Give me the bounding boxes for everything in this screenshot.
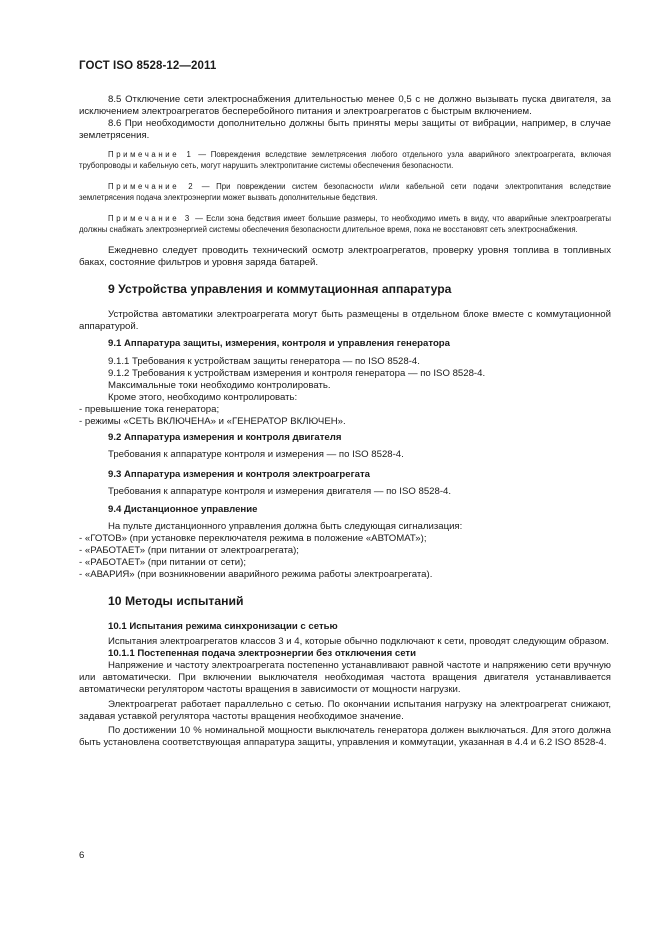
page-number: 6	[79, 850, 85, 861]
paragraph-max-currents: Максимальные токи необходимо контролировать.	[108, 380, 331, 392]
paragraph-9-3: Требования к аппаратуре контроля и измерения двигателя — по ISO 8528-4.	[108, 486, 452, 498]
paragraph-9-1-2: 9.1.2 Требования к устройствам измерения и контроля генератора — по ISO 8528-4.	[108, 368, 486, 380]
list-item: - режимы «СЕТЬ ВКЛЮЧЕНА» и «ГЕНЕРАТОР ВКЛЮЧЕН».	[79, 416, 346, 428]
paragraph-9-1-1: 9.1.1 Требования к устройствам защиты генератора — по ISO 8528-4.	[108, 356, 420, 368]
list-item: - превышение тока генератора;	[79, 404, 220, 416]
section-9-intro: Устройства автоматики электроагрегата могут быть размещены в отдельном блоке вместе с коммутационной аппаратурой.	[79, 309, 611, 333]
note-2-label: Примечание 2	[108, 181, 196, 191]
note-3	[79, 214, 611, 236]
heading-9-1: 9.1 Аппаратура защиты, измерения, контроля и управления генератора	[108, 338, 451, 350]
heading-9-3: 9.3 Аппаратура измерения и контроля электроагрегата	[108, 469, 370, 481]
section-10-heading: 10 Методы испытаний	[108, 594, 244, 609]
list-item: - «РАБОТАЕТ» (при питании от электроагрегата);	[79, 545, 299, 557]
paragraph-daily-inspection: Ежедневно следует проводить технический осмотр электроагрегатов, проверку уровня топлива в топливных баках, состояние фильтров и уровня заряда батарей.	[79, 245, 611, 269]
heading-10-1: 10.1 Испытания режима синхронизации с сетью	[108, 621, 338, 633]
note-3-text: — Если зона бедствия имеет большие размеры, то необходимо иметь в виду, что аварийные электроагрегаты должны снабжать электроэнергией системы обеспечения безопасности длительное время, пока не восстановят сеть электроснабжения.	[79, 213, 611, 234]
paragraph-10-1-1-c: По достижении 10 % номинальной мощности выключатель генератора должен выключаться. Для этого должна быть установлена соответствующая аппаратура защиты, управления и коммутации, указанная в 4.4 и 6.2 ISO 8528-4.	[79, 725, 611, 749]
heading-10-1-1: 10.1.1 Постепенная подача электроэнергии без отключения сети	[108, 648, 417, 660]
list-item: - «ГОТОВ» (при установке переключателя режима в положение «АВТОМАТ»);	[79, 533, 427, 545]
note-1-label: Примечание 1	[108, 150, 194, 159]
paragraph-10-1-1-a: Напряжение и частоту электроагрегата постепенно устанавливают равной частоте и напряжению сети вручную или автоматически. При включении выключателя необходимая частота вращения двигателя устанавливается автоматически регулятором частоты вращения в зависимости от мощности нагрузки.	[79, 660, 611, 696]
page-content	[79, 94, 611, 749]
list-item: - «РАБОТАЕТ» (при питании от сети);	[79, 557, 246, 569]
document-header: ГОСТ ISO 8528-12—2011	[79, 60, 217, 72]
note-1	[79, 150, 611, 172]
list-item: - «АВАРИЯ» (при возникновении аварийного режима работы электроагрегата).	[79, 569, 433, 581]
paragraph-10-1: Испытания электроагрегатов классов 3 и 4, которые обычно подключают к сети, проводят следующим образом.	[108, 636, 609, 648]
paragraph-9-2: Требования к аппаратуре контроля и измерения — по ISO 8528-4.	[108, 449, 404, 461]
paragraph-also-control: Кроме этого, необходимо контролировать:	[108, 392, 298, 404]
note-2-text: — При повреждении систем безопасности и/или кабельной сети подачи электропитания вследствие землетрясения подача электроэнергии может вызвать дополнительные бедствия.	[79, 181, 611, 202]
section-9-heading: 9 Устройства управления и коммутационная аппаратура	[108, 282, 452, 297]
paragraph-8-6: 8.6 При необходимости дополнительно должны быть приняты меры защиты от вибрации, например, в случае землетрясения.	[79, 118, 611, 141]
note-3-label: Примечание 3	[108, 213, 192, 223]
paragraph-8-5: 8.5 Отключение сети электроснабжения длительностью менее 0,5 с не должно вызывать пуска двигателя, за исключением электроагрегатов бесперебойного питания и электроагрегатов с быстрым включением.	[79, 94, 611, 117]
paragraph-10-1-1-b: Электроагрегат работает параллельно с сетью. По окончании испытания нагрузку на электроагрегат снижают, задавая уставкой регулятора частоты вращения необходимое значение.	[79, 699, 611, 723]
note-2	[79, 182, 611, 204]
paragraph-9-4: На пульте дистанционного управления должна быть следующая сигнализация:	[108, 521, 463, 533]
note-1-text: — Повреждения вследствие землетрясения любого отдельного узла аварийного электроагрегата, включая трубопроводы и кабельную сеть, могут нарушить электропитание системы обеспечения безопасности.	[79, 150, 611, 170]
heading-9-2: 9.2 Аппаратура измерения и контроля двигателя	[108, 432, 342, 444]
heading-9-4: 9.4 Дистанционное управление	[108, 504, 258, 516]
